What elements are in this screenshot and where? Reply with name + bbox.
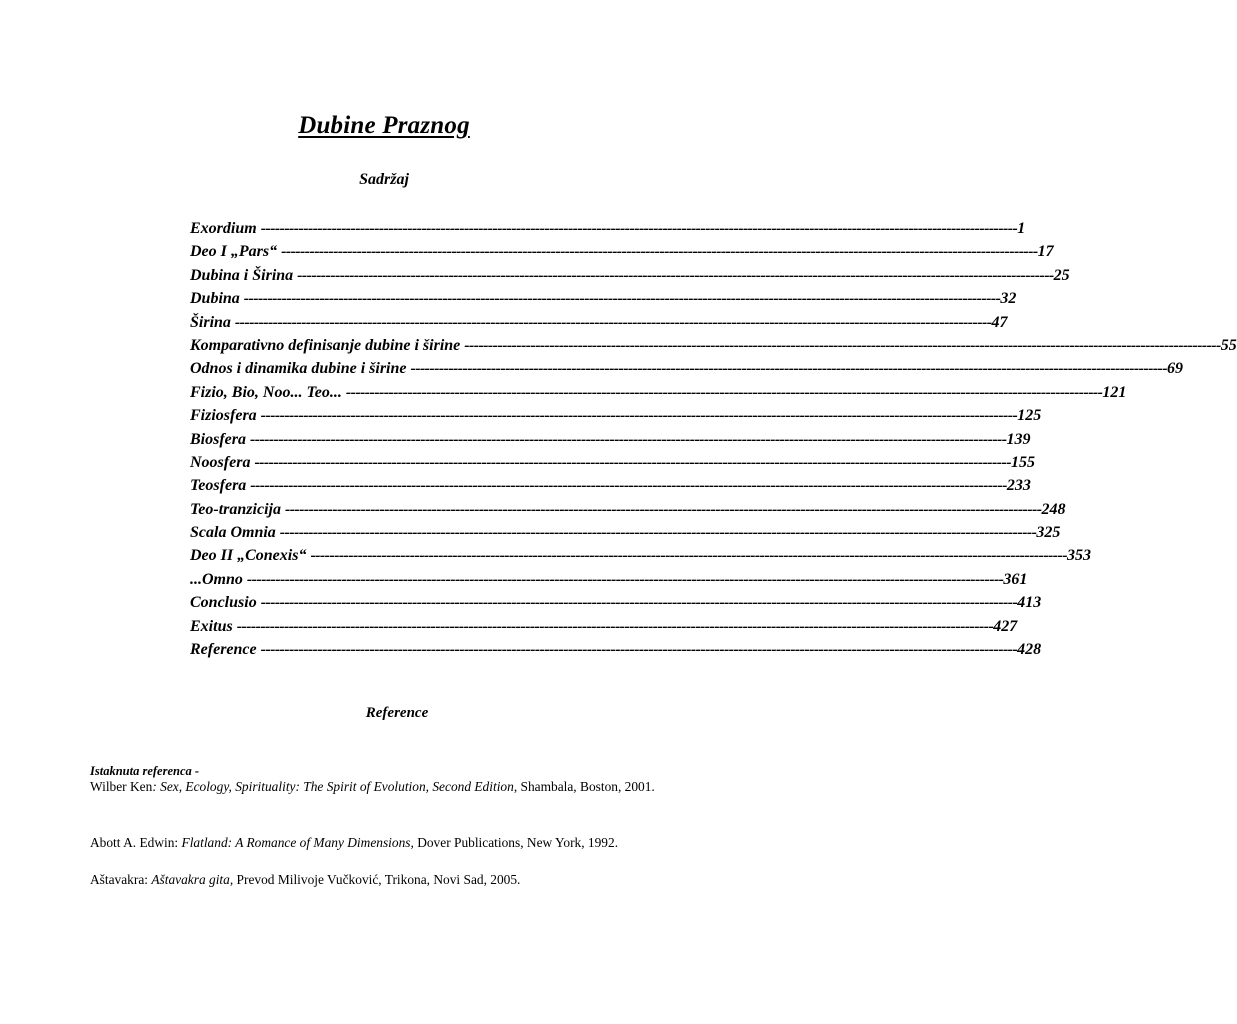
- toc-entry: [190, 428, 1031, 451]
- toc-entry-page: 413: [1017, 594, 1042, 612]
- toc-entry-title: Teosfera: [190, 477, 247, 495]
- toc-entry-title: Deo II „Conexis“: [190, 547, 307, 565]
- toc-entry: [190, 357, 1184, 380]
- toc-dot-leader: ----------------------------------------------------------------------------------------------------------------------------------------------------------------: [234, 313, 992, 331]
- toc-entry-title: Reference: [190, 641, 257, 659]
- highlighted-reference: [90, 764, 750, 795]
- toc-entry: [190, 311, 1008, 334]
- toc-entry: [190, 591, 1042, 614]
- toc-dot-leader: ----------------------------------------------------------------------------------------------------------------------------------------------------------------: [410, 360, 1168, 378]
- toc-entry-title: Deo I „Pars“: [190, 243, 278, 261]
- toc-entry-title: Širina: [190, 313, 231, 331]
- toc-entry: [190, 217, 1026, 240]
- toc-entry-page: 47: [991, 313, 1008, 331]
- toc-entry: [190, 474, 1031, 497]
- toc-entry: [190, 287, 1017, 310]
- toc-entry-page: 233: [1006, 477, 1031, 495]
- toc-entry-page: 428: [1017, 641, 1042, 659]
- toc-dot-leader: ----------------------------------------------------------------------------------------------------------------------------------------------------------------: [260, 407, 1018, 425]
- toc-entry: [190, 240, 1054, 263]
- reference-publisher: Dover Publications, New York, 1992.: [413, 835, 619, 850]
- toc-entry: [190, 544, 1091, 567]
- toc-dot-leader: ----------------------------------------------------------------------------------------------------------------------------------------------------------------: [246, 570, 1004, 588]
- toc-dot-leader: ----------------------------------------------------------------------------------------------------------------------------------------------------------------: [260, 641, 1018, 659]
- toc-entry-title: Exordium: [190, 220, 257, 237]
- toc-dot-leader: ----------------------------------------------------------------------------------------------------------------------------------------------------------------: [243, 290, 1001, 308]
- toc-entry-title: Fiziosfera: [190, 407, 257, 425]
- reference-publisher: , Shambala, Boston, 2001.: [513, 779, 655, 794]
- reference-title: Flatland: A Romance of Many Dimensions,: [181, 835, 414, 850]
- reference-entry: [90, 779, 750, 795]
- table-of-contents-heading: Sadržaj: [359, 171, 409, 188]
- toc-entry-page: 353: [1066, 547, 1091, 565]
- toc-entry-page: 32: [1000, 290, 1017, 308]
- reference-title: : Sex, Ecology, Spirituality: The Spirit of Evolution, Second Edition: [152, 779, 514, 794]
- toc-entry-title: Scala Omnia: [190, 524, 276, 542]
- toc-entry-title: Dubina i Širina: [190, 266, 294, 284]
- reference-item: [90, 872, 750, 888]
- toc-entry-page: 361: [1003, 570, 1028, 588]
- reference-author: Wilber Ken: [90, 779, 153, 794]
- toc-entry-page: 427: [993, 617, 1018, 635]
- reference-entry: [90, 835, 750, 851]
- toc-entry-page: 69: [1167, 360, 1184, 378]
- reference-title: Aštavakra gita,: [151, 872, 234, 887]
- toc-entry-title: Komparativno definisanje dubine i širine: [190, 336, 461, 354]
- toc-entry: [190, 451, 1035, 474]
- toc-entry-page: 55: [1220, 336, 1237, 354]
- toc-dot-leader: ----------------------------------------------------------------------------------------------------------------------------------------------------------------: [297, 266, 1054, 284]
- toc-entry-page: 248: [1041, 500, 1066, 518]
- toc-entry: [190, 334, 1237, 357]
- table-of-contents: [190, 217, 1237, 661]
- reference-item: [90, 835, 750, 851]
- toc-entry: [190, 498, 1066, 521]
- toc-entry-page: 139: [1006, 430, 1031, 448]
- toc-dot-leader: ----------------------------------------------------------------------------------------------------------------------------------------------------------------: [279, 524, 1037, 542]
- toc-dot-leader: ----------------------------------------------------------------------------------------------------------------------------------------------------------------: [464, 336, 1221, 354]
- document-title: Dubine Praznog: [298, 112, 470, 139]
- references-heading: Reference: [365, 705, 429, 721]
- toc-dot-leader: ----------------------------------------------------------------------------------------------------------------------------------------------------------------: [260, 594, 1018, 612]
- toc-dot-leader: ----------------------------------------------------------------------------------------------------------------------------------------------------------------: [236, 617, 994, 635]
- toc-dot-leader: ----------------------------------------------------------------------------------------------------------------------------------------------------------------: [345, 383, 1103, 401]
- toc-dot-leader: ----------------------------------------------------------------------------------------------------------------------------------------------------------------: [254, 453, 1011, 471]
- toc-dot-leader: ----------------------------------------------------------------------------------------------------------------------------------------------------------------: [250, 430, 1007, 448]
- toc-dot-leader: ----------------------------------------------------------------------------------------------------------------------------------------------------------------: [260, 220, 1018, 237]
- toc-entry-title: Teo-tranzicija: [190, 500, 281, 518]
- toc-entry-title: Odnos i dinamika dubine i širine: [190, 360, 407, 378]
- toc-entry-page: 325: [1036, 524, 1061, 542]
- reference-publisher: Prevod Milivoje Vučković, Trikona, Novi Sad, 2005.: [233, 872, 521, 887]
- reference-author: Abott A. Edwin:: [90, 835, 182, 850]
- toc-entry-page: 1: [1017, 220, 1026, 237]
- toc-dot-leader: ----------------------------------------------------------------------------------------------------------------------------------------------------------------: [250, 477, 1007, 495]
- toc-entry-page: 17: [1037, 243, 1054, 261]
- toc-dot-leader: ----------------------------------------------------------------------------------------------------------------------------------------------------------------: [310, 547, 1067, 565]
- toc-entry: [190, 568, 1028, 591]
- toc-entry: [190, 615, 1018, 638]
- toc-entry-title: Exitus: [190, 617, 233, 635]
- toc-entry: [190, 638, 1042, 661]
- toc-entry-title: Dubina: [190, 290, 240, 308]
- toc-entry: [190, 264, 1070, 287]
- toc-dot-leader: ----------------------------------------------------------------------------------------------------------------------------------------------------------------: [281, 243, 1038, 261]
- toc-entry-page: 125: [1017, 407, 1042, 425]
- highlighted-reference-label: Istaknuta referenca -: [90, 764, 200, 778]
- toc-entry: [190, 521, 1061, 544]
- toc-entry-title: Conclusio: [190, 594, 257, 612]
- toc-entry-page: 25: [1053, 266, 1070, 284]
- toc-entry-page: 121: [1102, 383, 1127, 401]
- toc-dot-leader: ----------------------------------------------------------------------------------------------------------------------------------------------------------------: [284, 500, 1042, 518]
- toc-entry: [190, 404, 1042, 427]
- toc-entry: [190, 381, 1127, 404]
- toc-entry-title: ...Omno: [190, 570, 243, 588]
- toc-entry-title: Noosfera: [190, 453, 251, 471]
- reference-entry: [90, 872, 750, 888]
- toc-entry-title: Fizio, Bio, Noo... Teo...: [190, 383, 342, 401]
- reference-author: Aštavakra:: [90, 872, 152, 887]
- toc-entry-page: 155: [1010, 453, 1035, 471]
- toc-entry-title: Biosfera: [190, 430, 246, 448]
